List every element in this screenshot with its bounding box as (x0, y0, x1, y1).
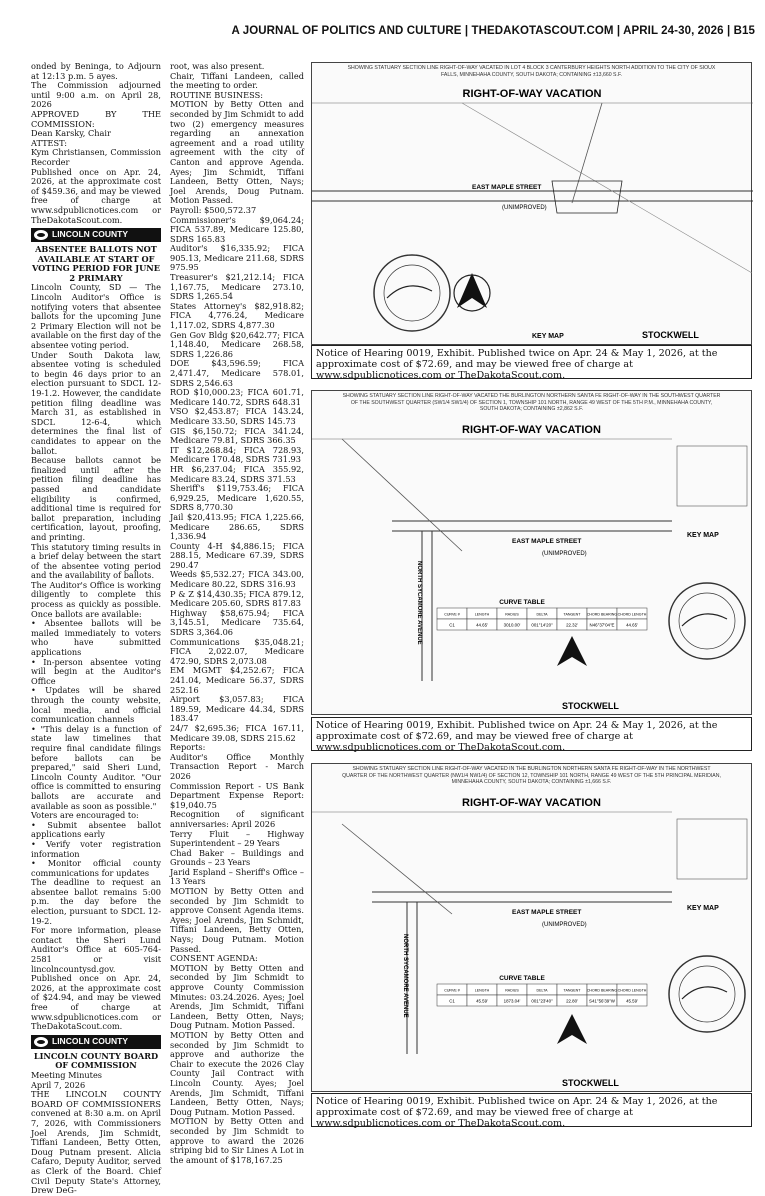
exhibit-notice: Notice of Hearing 0019, Exhibit. Published twice on Apr. 24 & May 1, 2026, at the approximate cost of $72.69, and may be viewed free of charge at www.sdpublicnotices.com or TheDakotaScout.com. (311, 345, 752, 379)
table-header-cell: TANGENT (563, 612, 581, 617)
page-header: A JOURNAL OF POLITICS AND CULTURE | THEDAKOTASCOUT.COM | APRIL 24-30, 2026 | B15 (231, 25, 755, 37)
exhibit-caption: SHOWING STATUARY SECTION LINE RIGHT-OF-WAY VACATED IN LOT 4 BLOCK 3 CANTERBURY HEIGHTS NORTH ADDITION TO THE CITY OF SIOUX FALLS, MINNEHAHA COUNTY, SOUTH DAKOTA; CONTAINING ±13,660 S.F. (347, 65, 716, 78)
text: Published once on Apr. 24, 2026, at the approximate cost of $459.36, and may be viewed free of charge at www.sdpublicnotices.com or TheDakotaScout.com. (31, 166, 161, 225)
table-header-cell: CURVE # (444, 612, 460, 617)
table-cell: 1873.04' (503, 998, 521, 1004)
text: • Absentee ballots will be mailed immediately to voters who have submitted applications (31, 618, 161, 658)
table-cell: 44.65' (476, 622, 488, 628)
table-cell: 44.65' (626, 622, 638, 628)
text: MOTION by Betty Otten and seconded by Jim Schmidt to approve County Commission Minutes: 03.24.2026. Ayes; Joel Arends, Jim Schmidt, Tiffani Landeen, Betty Otten, Nays; Doug Putnam. Motion Passed. (170, 962, 304, 1031)
street-label: EAST MAPLE STREET (472, 184, 542, 191)
north-arrow-icon (557, 636, 587, 666)
text: Under South Dakota law, absentee voting is scheduled to begin 46 days prior to an election pursuant to SDCL 12-19-1.2. However, the candidate petition filing deadline was March 31, as established in SDCL 12-6-4, which determines the final list of candidates to appear on the ballot. (31, 349, 161, 456)
text: P & Z $14,430.35; FICA 879.12, Medicare 205.60, SDRS 817.83 (170, 588, 304, 609)
text: Commission Report - US Bank Department Expense Report: $19,040.75 (170, 780, 304, 810)
text: ROUTINE BUSINESS: (170, 89, 263, 100)
exhibit-title: RIGHT-OF-WAY VACATION (462, 424, 601, 436)
text: The deadline to request an absentee ballot remains 5:00 p.m. the day before the election, pursuant to SDCL 12-19-2. (31, 877, 161, 926)
curve-table-title: CURVE TABLE (499, 599, 545, 606)
key-map-label: KEY MAP (532, 333, 564, 340)
text: This statutory timing results in a brief delay between the start of the absentee voting period and the availability of ballots. (31, 541, 161, 581)
text: APPROVED BY THE COMMISSION: (31, 108, 161, 129)
section-badge: LINCOLN COUNTY (31, 228, 161, 242)
text: Gen Gov Bldg $20,642.77; FICA 1,148.40, Medicare 268.58, SDRS 1,226.86 (170, 329, 304, 359)
text: Because ballots cannot be finalized until after the petition filing deadline has passed and candidate eligibility is confirmed, additional time is required for ballot preparation, including certification, layout, proofing, and printing. (31, 455, 161, 542)
survey-map (312, 764, 753, 1093)
publication-tagline: A JOURNAL OF POLITICS AND CULTURE (231, 25, 462, 37)
county-logo-icon (34, 1037, 48, 1047)
text: Payroll: $500,572.37 (170, 204, 257, 215)
key-map-label: KEY MAP (687, 905, 719, 912)
table-cell: C1 (449, 998, 455, 1004)
table-cell: 3010.00' (503, 622, 521, 628)
text: Meeting Minutes (31, 1069, 102, 1080)
column-1 (31, 61, 161, 1196)
text: Auditor's Office Monthly Transaction Report - March 2026 (170, 751, 304, 781)
table-cell: 22.32' (566, 622, 578, 628)
exhibit-title: RIGHT-OF-WAY VACATION (462, 797, 601, 809)
text: • Verify voter registration information (31, 838, 161, 859)
text: Published once on Apr. 24, 2026, at the approximate cost of $24.94, and may be viewed free of charge at www.sdpublicnotices.com or TheDakotaScout.com. (31, 973, 161, 1032)
text: Lincoln County, SD — The Lincoln Auditor's Office is notifying voters that absentee ballots for the upcoming June 2 Primary Election will not be available on the first day of the absentee voting period. (31, 282, 161, 351)
text: GIS $6,150.72; FICA 341.24, Medicare 79.81, SDRS 366.35 (170, 425, 304, 446)
text: root, was also present. (170, 61, 265, 71)
text: • "This delay is a function of state law timelines that require final candidate filings before ballots can be prepared," said Sheri Lund, Lincoln County Auditor. "Our office is committed to ensuring ballots are accurate and available as soon as possible." (31, 723, 161, 811)
text: Recognition of significant anniversaries: April 2026 (170, 809, 304, 829)
text: April 7, 2026 (31, 1079, 86, 1090)
exhibit-title: RIGHT-OF-WAY VACATION (462, 88, 602, 100)
text: DOE $43,596.59; FICA 2,471.47, Medicare 578.01, SDRS 2,546.63 (170, 358, 304, 388)
survey-exhibit-3 (311, 763, 752, 1092)
curve-table-title: CURVE TABLE (499, 975, 545, 982)
text: THE LINCOLN COUNTY BOARD OF COMMISSIONERS convened at 8:30 a.m. on April 7, 2026, with Commissioners Joel Arends, Jim Schmidt, Tiffani Landeen, Betty Otten, Doug Putnam present. Alicia Cafaro, Deputy Auditor, served as Clerk of the Board. Chief Civil Deputy State's Attorney, Drew DeG- (31, 1089, 161, 1196)
column-2 (170, 61, 304, 1165)
curve-table (437, 984, 647, 1006)
page-number: B15 (733, 25, 755, 37)
text: Commissioner's $9,064.24; FICA 537.89, Medicare 125.80, SDRS 165.83 (170, 214, 304, 244)
text: Weeds $5,532.27; FICA 343.00, Medicare 80.22, SDRS 316.93 (170, 569, 304, 590)
text: Voters are encouraged to: (31, 810, 139, 821)
table-header-cell: TANGENT (563, 988, 581, 993)
text: CONSENT AGENDA: (170, 953, 258, 964)
text: Communications $35,048.21; FICA 2,022.07, Medicare 472.90, SDRS 2,073.08 (170, 636, 304, 666)
text: MOTION by Betty Otten and seconded by Jim Schmidt to add two (2) emergency measures regarding an annexation agreement and a road utility agreement with the city of Canton and approve Agenda. Ayes; Jim Schmidt, Tiffani Landeen, Betty Otten, Nays; Joel Arends, Doug Putnam. Motion Passed. (170, 99, 304, 206)
street-label: EAST MAPLE STREET (512, 909, 582, 916)
table-header-cell: LENGTH (474, 988, 490, 993)
text: Kym Christiansen, Commission Recorder (31, 147, 161, 167)
text: EM MGMT $4,252.67; FICA 241.04, Medicare 56.37, SDRS 252.16 (170, 665, 304, 695)
notice-headline: ABSENTEE BALLOTS NOT AVAILABLE AT START OF VOTING PERIOD FOR JUNE 2 PRIMARY (31, 244, 161, 283)
avenue-label: NORTH SYCAMORE AVENUE (416, 561, 422, 645)
text: The Commission adjourned until 9:00 a.m. on April 28, 2026 (31, 80, 161, 110)
survey-exhibit-2 (311, 390, 752, 715)
table-header-cell: CHORD BEARING (586, 988, 618, 993)
survey-map (312, 391, 753, 716)
exhibit-notice: Notice of Hearing 0019, Exhibit. Published twice on Apr. 24 & May 1, 2026, at the approximate cost of $72.69, and may be viewed free of charge at www.sdpublicnotices.com or TheDakotaScout.com. (311, 1093, 752, 1127)
text: For more information, please contact the Sheri Lund Auditor's Office at 605-764-2581 or visit lincolncountysd.gov. (31, 925, 161, 974)
curve-table (437, 608, 647, 630)
text: The Auditor's Office is working diligently to complete this process as quickly as possible. Once ballots are available: (31, 579, 161, 619)
exhibit-notice: Notice of Hearing 0019, Exhibit. Published twice on Apr. 24 & May 1, 2026, at the approximate cost of $72.69, and may be viewed free of charge at www.sdpublicnotices.com or TheDakotaScout.com. (311, 717, 752, 751)
text: ATTEST: (31, 137, 68, 148)
stockwell-logo: STOCKWELL (642, 330, 699, 340)
text: Dean Karsky, Chair (31, 128, 111, 139)
survey-exhibit-1 (311, 62, 752, 345)
table-header-cell: CURVE # (444, 988, 460, 993)
text: Airport $3,057.83; FICA 189.59, Medicare 44.34, SDRS 183.47 (170, 694, 304, 724)
table-cell: 45.59' (476, 998, 488, 1004)
unimproved-label: (UNIMPROVED) (542, 551, 587, 557)
table-header-cell: DELTA (536, 988, 548, 993)
table-cell: 22.80' (566, 998, 578, 1004)
text: onded by Beninga, to Adjourn at 12:13 p.m. 5 ayes. (31, 61, 161, 81)
surveyor-seal (669, 956, 745, 1032)
text: 24/7 $2,695.36; FICA 167.11, Medicare 39.08, SDRS 215.62 (170, 722, 304, 743)
table-cell: 001°23'40" (531, 998, 553, 1004)
text: Treasurer's $21,212.14; FICA 1,167.75, Medicare 273.10, SDRS 1,265.54 (170, 272, 304, 302)
text: ROD $10,000.23; FICA 601.71, Medicare 140.72, SDRS 648.31 (170, 387, 304, 407)
text: Jail $20,413.95; FICA 1,225.66, Medicare 286.65, SDRS 1,336.94 (170, 511, 304, 542)
table-cell: N46°37'04"E (589, 622, 615, 628)
text: Sheriff's $119,753.46; FICA 6,929.25, Medicare 1,620.55, SDRS 8,770.30 (170, 483, 304, 513)
text: County 4-H $4,886.15; FICA 288.15, Medicare 67.39, SDRS 290.47 (170, 540, 304, 570)
text: Chair, Tiffani Landeen, called the meeting to order. (170, 70, 304, 91)
table-cell: S41°56'39"W (589, 998, 615, 1004)
text: States Attorney's $82,918.82; FICA 4,776.24, Medicare 1,117.02, SDRS 4,877.30 (170, 300, 304, 331)
text: Chad Baker – Buildings and Grounds – 23 Years (170, 847, 304, 868)
site-name[interactable]: THEDAKOTASCOUT.COM (471, 25, 614, 37)
table-cell: 45.59' (626, 998, 638, 1004)
text: Terry Fluit – Highway Superintendent – 29 Years (170, 828, 304, 849)
key-map-label: KEY MAP (687, 532, 719, 539)
surveyor-seal (669, 583, 745, 659)
text: • Submit absentee ballot applications early (31, 819, 161, 840)
text: IT $12,268.84; FICA 728.93, Medicare 170.48, SDRS 731.93 (170, 444, 304, 465)
table-header-cell: RADIUS (505, 988, 519, 993)
table-header-cell: CHORD LENGTH (617, 612, 647, 617)
table-header-cell: CHORD LENGTH (617, 988, 647, 993)
stockwell-logo: STOCKWELL (562, 701, 619, 711)
surveyor-seal (374, 255, 450, 331)
avenue-label: NORTH SYCAMORE AVENUE (402, 934, 408, 1018)
unimproved-label: (UNIMPROVED) (542, 922, 587, 928)
table-header-cell: CHORD BEARING (586, 612, 618, 617)
text: Auditor's $16,335.92; FICA 905.13, Medicare 211.68, SDRS 975.95 (170, 243, 304, 273)
text: MOTION by Betty Otten and seconded by Jim Schmidt to approve and authorize the Chair to execute the 2026 Clay County Jail Contract with Lincoln County. Ayes; Joel Arends, Jim Schmidt, Tiffani Landeen, Betty Otten, Nays; Doug Putnam. Motion Passed. (170, 1029, 304, 1117)
exhibit-caption: SHOWING STATUARY SECTION LINE RIGHT-OF-WAY VACATED IN THE BURLINGTON NORTHERN SANTA FE RIGHT-OF-WAY IN THE NORTHWEST QUARTER OF THE NORTHWEST QUARTER (NW1/4 NW1/4) OF SECTION 12, TOWNSHIP 101 NORTH, RANGE 49 WEST OF THE 5TH PRINCIPAL MERIDIAN, MINNEHAHA COUNTY, SOUTH DAKOTA; CONTAINING ±1,666 S.F. (342, 766, 721, 785)
text: Highway $58,675.94; FICA 3,145.51, Medicare 735.64, SDRS 3,364.06 (170, 607, 304, 638)
text: MOTION by Betty Otten and seconded by Jim Schmidt to approve to award the 2026 striping bid to Sir Lines A Lot in the amount of $178,167.25 (170, 1116, 304, 1165)
survey-map (312, 63, 753, 346)
text: MOTION by Betty Otten and seconded by Jim Schmidt to approve Consent Agenda items. Ayes; Joel Arends, Jim Schmidt, Tiffani Landeen, Betty Otten, Nays; Doug Putnam. Motion Passed. (170, 886, 304, 954)
street-label: EAST MAPLE STREET (512, 538, 582, 545)
issue-dates: APRIL 24-30, 2026 (623, 25, 724, 37)
text: • Updates will be shared through the county website, local media, and official communication channels (31, 685, 161, 725)
text: Jarid Espland – Sheriff's Office – 13 Years (170, 866, 304, 887)
text: Reports: (170, 742, 206, 753)
text: HR $6,237.04; FICA 355.92, Medicare 83.24, SDRS 371.53 (170, 463, 304, 484)
text: VSO $2,453.87; FICA 143.24, Medicare 33.50, SDRS 145.73 (170, 406, 304, 426)
table-header-cell: LENGTH (474, 612, 490, 617)
stockwell-logo: STOCKWELL (562, 1078, 619, 1088)
exhibit-caption: SHOWING STATUARY SECTION LINE RIGHT-OF-WAY VACATED THE BURLINGTON NORTHERN SANTA FE RIGHT-OF-WAY IN THE SOUTHWEST QUARTER OF THE SOUTHWEST QUARTER (SW1/4 SW1/4) OF SECTION 1, TOWNSHIP 101 NORTH, RANGE 49 WEST OF THE 5TH P.M., MINNEHAHA COUNTY, SOUTH DAKOTA; CONTAINING ±2,862 S.F. (342, 393, 721, 412)
text: • Monitor official county communications for updates (31, 858, 161, 878)
table-header-cell: DELTA (536, 612, 548, 617)
text: • In-person absentee voting will begin at the Auditor's Office (31, 656, 161, 686)
table-header-cell: RADIUS (505, 612, 519, 617)
table-cell: C1 (449, 622, 455, 628)
unimproved-label: (UNIMPROVED) (502, 205, 547, 211)
section-badge: LINCOLN COUNTY (31, 1035, 161, 1049)
county-logo-icon (34, 230, 48, 240)
table-cell: 001°14'20" (531, 622, 553, 628)
north-arrow-icon (557, 1014, 587, 1044)
notice-headline: LINCOLN COUNTY BOARD OF COMMISSION (33, 1050, 159, 1071)
